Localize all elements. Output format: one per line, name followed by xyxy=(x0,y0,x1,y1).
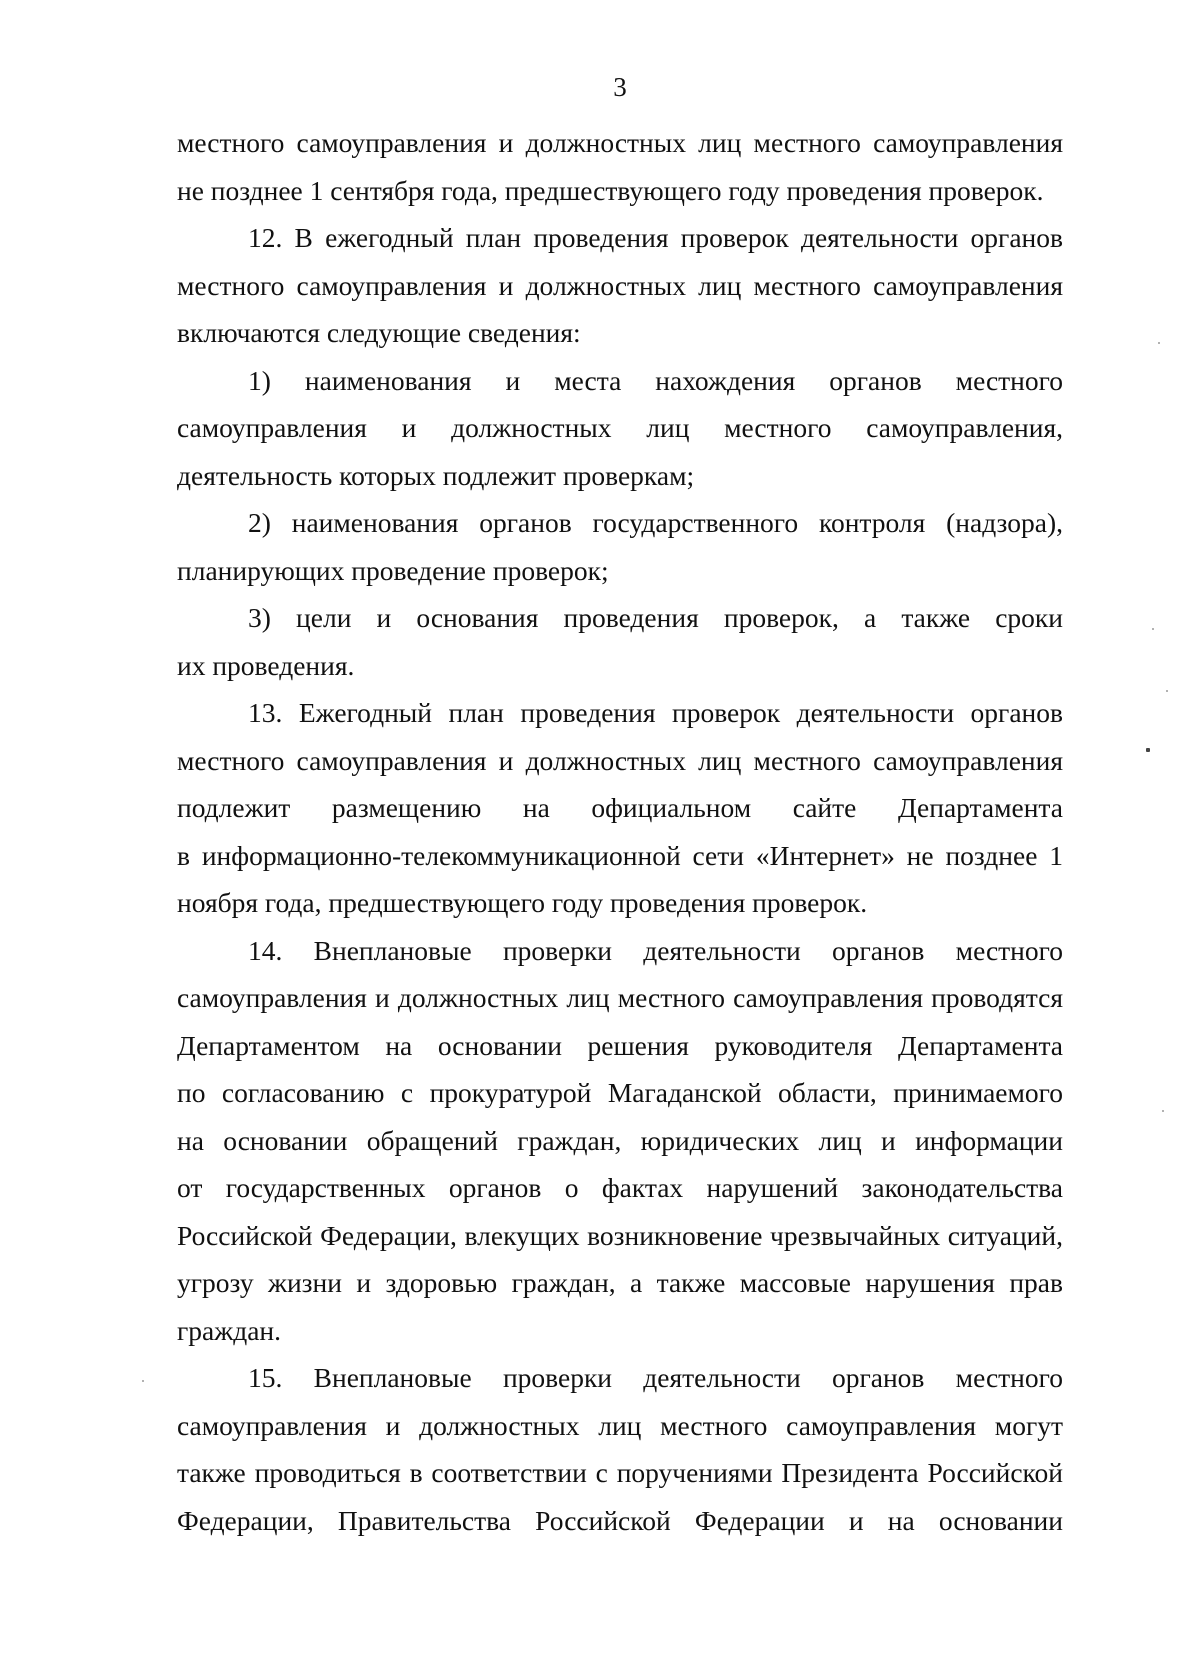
text-line: от государственных органов о фактах нарушений законодательства xyxy=(177,1172,1063,1203)
page-number: 3 xyxy=(613,72,627,102)
text-line: граждан. xyxy=(177,1314,282,1346)
text-line: также проводиться в соответствии с поручениями Президента Российской xyxy=(177,1457,1063,1488)
text-line: 3) цели и основания проведения проверок, а также сроки xyxy=(248,602,1063,633)
text-line: самоуправления и должностных лиц местного самоуправления могут xyxy=(177,1409,1063,1441)
text-line: 15. Внеплановые проверки деятельности органов местного xyxy=(248,1362,1063,1393)
list-item-2 xyxy=(177,499,1063,594)
text-line: Департаментом на основании решения руководителя Департамента xyxy=(177,1029,1063,1061)
text-line: 13. Ежегодный план проведения проверок деятельности органов xyxy=(248,697,1063,728)
text-line: включаются следующие сведения: xyxy=(177,317,581,348)
text-line: самоуправления и должностных лиц местного самоуправления, xyxy=(177,412,1063,443)
text-line: Федерации, Правительства Российской Федерации и на основании xyxy=(177,1504,1063,1536)
text-line: их проведения. xyxy=(177,649,355,681)
text-line: самоуправления и должностных лиц местного самоуправления проводятся xyxy=(177,982,1063,1013)
text-line: на основании обращений граждан, юридических лиц и информации xyxy=(177,1124,1063,1156)
text-line: 1) наименования и места нахождения органов местного xyxy=(248,364,1063,396)
text-line: деятельность которых подлежит проверкам; xyxy=(177,459,695,491)
scan-speck xyxy=(1152,628,1154,630)
scan-speck xyxy=(142,1380,144,1382)
text-line: местного самоуправления и должностных лиц местного самоуправления xyxy=(177,269,1063,301)
list-item-1 xyxy=(177,357,1063,500)
list-item-3 xyxy=(177,594,1063,689)
text-line: подлежит размещению на официальном сайте Департамента xyxy=(177,792,1063,823)
document-body xyxy=(177,119,1063,1544)
text-line: планирующих проведение проверок; xyxy=(177,554,609,586)
text-line: 2) наименования органов государственного контроля (надзора), xyxy=(248,507,1063,538)
text-line: ноября года, предшествующего году проведения проверок. xyxy=(177,887,868,918)
text-line: местного самоуправления и должностных лиц местного самоуправления xyxy=(177,127,1063,158)
paragraph-14 xyxy=(177,927,1063,1355)
text-line: по согласованию с прокуратурой Магаданской области, принимаемого xyxy=(177,1077,1063,1108)
paragraph-13 xyxy=(177,689,1063,927)
text-line: угрозу жизни и здоровью граждан, а также массовые нарушения прав xyxy=(177,1267,1063,1298)
paragraph-12 xyxy=(177,214,1063,357)
scan-speck xyxy=(1162,1110,1164,1112)
text-line: Российской Федерации, влекущих возникновение чрезвычайных ситуаций, xyxy=(177,1219,1063,1251)
text-line: местного самоуправления и должностных лиц местного самоуправления xyxy=(177,744,1063,776)
scan-speck xyxy=(1158,342,1160,344)
scan-speck xyxy=(1146,748,1150,752)
paragraph-continuation xyxy=(177,119,1063,214)
scan-speck xyxy=(1166,690,1168,692)
text-line: 12. В ежегодный план проведения проверок деятельности органов xyxy=(248,222,1063,253)
text-line: 14. Внеплановые проверки деятельности органов местного xyxy=(248,934,1063,966)
text-line: не позднее 1 сентября года, предшествующего году проведения проверок. xyxy=(177,174,1044,206)
paragraph-15 xyxy=(177,1354,1063,1544)
text-line: в информационно-телекоммуникационной сети «Интернет» не позднее 1 xyxy=(177,839,1063,871)
